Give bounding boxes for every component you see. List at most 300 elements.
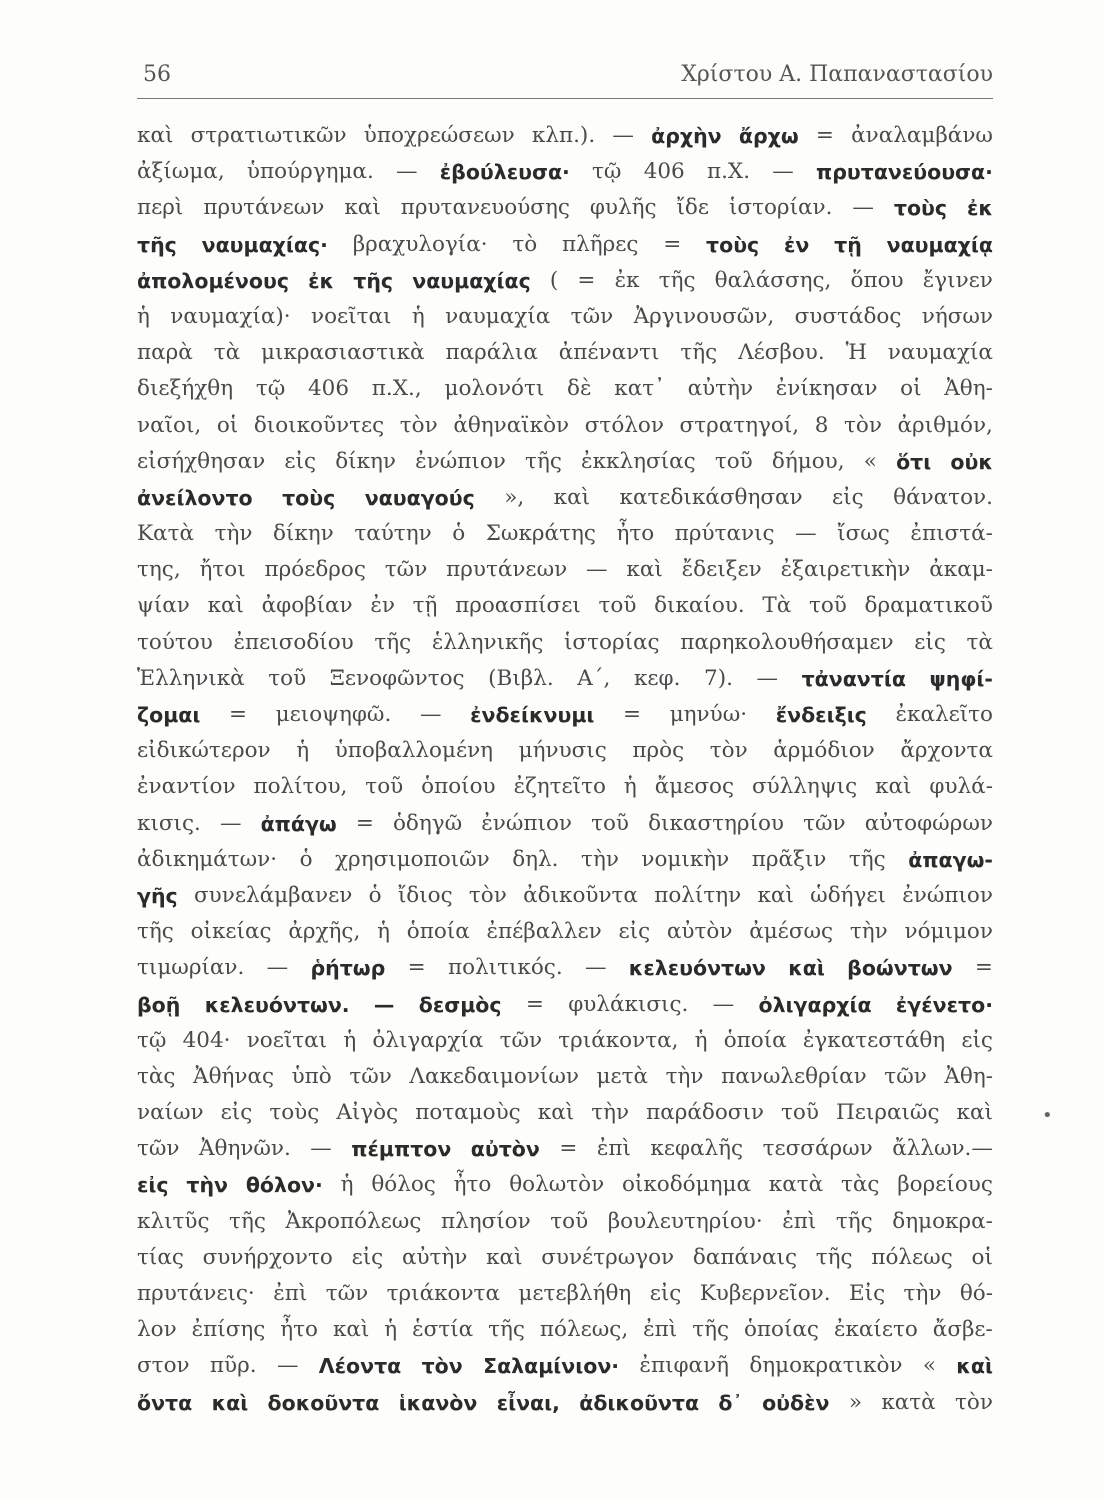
text-word: στον: [137, 1353, 190, 1379]
text-line: [137, 335, 993, 371]
text-word: «: [863, 448, 877, 474]
text-word: τῶν: [884, 1063, 927, 1089]
bold-lemma-word: ναυμαχίᾳ: [886, 232, 993, 257]
text-line: [137, 1385, 993, 1421]
text-word: πανωλεθρίαν: [721, 1063, 867, 1089]
text-word: Πειραιῶς: [836, 1100, 940, 1126]
text-word: καὶ: [956, 1100, 993, 1126]
text-word: καὶ: [344, 195, 381, 221]
text-line: [137, 1131, 993, 1167]
bold-lemma-word: ναυμαχίας·: [201, 232, 328, 257]
text-word: τῷ: [255, 376, 286, 402]
text-line: [137, 697, 993, 733]
text-line: [137, 118, 993, 154]
text-word: τὸν: [843, 412, 882, 438]
text-word: τὴν: [665, 1063, 704, 1089]
text-word: ὁ: [452, 521, 466, 547]
text-word: 406: [308, 376, 350, 402]
text-word: θό-: [959, 1281, 993, 1306]
bold-lemma-word: ἐβούλευσα·: [439, 160, 570, 185]
bold-lemma-word: ἐκ: [967, 196, 993, 221]
bold-lemma-word: ψηφί-: [929, 666, 993, 691]
text-word: πρυτάνεων: [203, 195, 325, 221]
text-word: ὑπούργημα.: [246, 159, 374, 185]
text-word: οἰκείας: [190, 919, 272, 945]
text-line: [137, 154, 993, 190]
text-word: »,: [504, 484, 525, 510]
text-word: =: [229, 702, 248, 727]
text-word: τῷ: [592, 159, 622, 185]
text-word: ἐνώπιον: [902, 882, 993, 908]
text-word: παράλια: [445, 340, 538, 366]
text-word: ἐπεισοδίου: [233, 629, 354, 655]
text-word: —: [219, 810, 242, 836]
text-word: στόλον: [584, 412, 664, 438]
text-word: πῦρ.: [209, 1353, 257, 1379]
text-word: δημοκρα-: [892, 1208, 993, 1234]
bold-lemma-word: βοώντων: [847, 956, 953, 981]
text-word: 7).: [704, 665, 733, 691]
text-word: ἦτο: [453, 1172, 492, 1198]
text-word: =: [559, 1136, 578, 1162]
text-line: [137, 1023, 993, 1059]
text-word: κατεδικάσθησαν: [619, 484, 803, 510]
text-word: ναυμαχία)·: [170, 303, 291, 329]
text-word: ἡ: [296, 738, 310, 764]
bold-lemma-word: τὴν: [186, 1173, 229, 1198]
text-line: [137, 842, 993, 878]
text-word: τοῦ: [781, 1100, 819, 1126]
text-word: κατὰ: [881, 1389, 936, 1415]
text-word: βουλευτηρίου·: [607, 1208, 763, 1234]
text-word: ἐκαλεῖτο: [895, 702, 993, 727]
text-word: ἀξίωμα,: [137, 159, 225, 185]
text-line: [137, 408, 993, 444]
text-word: πολιτικός.: [447, 955, 563, 981]
bold-lemma-word: ἱκανὸν: [398, 1390, 478, 1415]
text-word: καὶ: [537, 1100, 575, 1126]
text-word: π.Χ.: [706, 159, 751, 185]
bold-lemma-word: πέμπτον: [351, 1137, 452, 1162]
text-word: ναίων: [137, 1100, 204, 1126]
text-word: τῇ: [412, 593, 438, 619]
text-word: Κυβερνεῖον.: [699, 1281, 831, 1306]
text-word: τοὺς: [269, 1100, 320, 1126]
text-word: κισις.: [137, 810, 201, 836]
text-word: τὴν: [591, 1100, 630, 1126]
text-word: τῆς: [815, 1244, 853, 1270]
text-word: =: [577, 267, 596, 293]
text-word: τοῦ: [550, 1208, 589, 1234]
text-word: μήνυσις: [518, 738, 607, 764]
text-word: ἐναντίον: [137, 774, 236, 800]
text-word: ὑπὸ: [291, 1063, 332, 1089]
bold-lemma-word: ἔνδειξις: [775, 703, 867, 727]
text-word: Ἑλληνικὰ: [137, 665, 245, 691]
text-word: οἱ: [971, 1244, 993, 1270]
text-word: πόλεως,: [539, 1317, 629, 1343]
text-line: [137, 1348, 993, 1384]
text-word: ταύτην: [354, 521, 432, 547]
text-word: ἡ: [377, 919, 390, 945]
text-word: τῶν: [570, 303, 614, 329]
text-word: χρησιμοποιῶν: [335, 846, 490, 872]
text-word: τῷ: [137, 1027, 167, 1053]
text-word: ὁποία: [406, 919, 470, 945]
text-word: 404·: [182, 1027, 231, 1053]
text-word: ἐν: [370, 593, 395, 619]
text-word: ἐπίσης: [191, 1317, 266, 1343]
text-word: σύλληψις: [751, 774, 858, 800]
text-word: πρὸς: [632, 738, 685, 764]
text-word: τὸν: [709, 738, 748, 764]
text-word: ὁ: [299, 846, 313, 872]
text-word: ἀμέσως: [749, 919, 834, 945]
bold-lemma-word: ἐγένετο·: [895, 992, 993, 1017]
text-line: [137, 263, 993, 299]
text-word: ἐκαίετο: [833, 1317, 918, 1343]
text-word: καὶ: [626, 557, 663, 583]
text-word: μετεβλήθη: [518, 1281, 632, 1306]
text-word: ἡ: [384, 1317, 398, 1343]
text-word: =: [663, 231, 682, 257]
bold-lemma-word: τῆς: [137, 232, 177, 257]
text-word: Ἀθη-: [944, 376, 993, 402]
text-word: ὅπου: [850, 267, 904, 293]
text-line: [137, 914, 993, 950]
text-word: —: [276, 1353, 299, 1379]
text-word: —: [712, 991, 735, 1017]
bold-lemma-word: βοῇ: [137, 992, 181, 1017]
text-word: τριάκοντα: [386, 1281, 500, 1306]
margin-mark: •: [1042, 1105, 1053, 1126]
text-word: μειοψηφῶ.: [275, 702, 392, 727]
text-line: [137, 769, 993, 805]
text-word: οἰκοδόμημα: [621, 1172, 751, 1198]
text-word: συνέτρωγον: [541, 1244, 675, 1270]
bold-lemma-word: κελευόντων.: [204, 992, 350, 1017]
bold-lemma-word: ἀδικοῦντα: [579, 1390, 700, 1415]
text-word: στρατιωτικῶν: [190, 123, 347, 148]
text-line: [137, 1059, 993, 1095]
text-word: τούτου: [137, 629, 213, 655]
text-word: ἐπὶ: [643, 1317, 678, 1343]
text-word: νήσων: [921, 303, 993, 329]
text-word: τῆς: [525, 448, 562, 474]
text-word: ἀρχῆς,: [288, 919, 361, 945]
text-word: ὡδήγει: [810, 882, 886, 908]
text-word: —: [795, 521, 817, 547]
text-word: ἀριθμόν,: [897, 412, 993, 438]
text-word: Ἀθη-: [944, 1063, 993, 1089]
bold-lemma-word: γῆς: [137, 883, 178, 908]
text-line: [137, 516, 993, 552]
text-word: ἔγινεν: [922, 267, 993, 293]
text-word: ἐκκλησίας: [581, 448, 696, 474]
text-word: ὁδηγῶ: [392, 810, 463, 836]
text-word: ἐνίκησαν: [775, 376, 878, 402]
text-word: ναῖοι,: [137, 412, 202, 438]
text-word: αὐτοφώρων: [864, 810, 993, 836]
bold-lemma-word: οὐκ: [950, 449, 993, 474]
text-word: —: [612, 123, 634, 148]
text-word: φυλά-: [929, 774, 993, 800]
text-word: πρυτάνεις·: [137, 1281, 255, 1306]
text-word: Ἀκροπόλεως: [285, 1208, 422, 1234]
text-word: μολονότι: [444, 376, 545, 402]
text-word: —: [396, 159, 418, 185]
text-word: νομικὴν: [641, 846, 730, 872]
text-word: τῆς: [229, 1208, 266, 1234]
text-line: [137, 299, 993, 335]
bold-lemma-word: τῆς: [353, 268, 394, 293]
text-word: αὐτὸν: [666, 919, 733, 945]
text-word: ὁποίου: [421, 774, 496, 800]
text-word: εἰσήχθησαν: [137, 448, 266, 474]
text-word: Α΄,: [577, 665, 611, 691]
text-word: καὶ: [207, 593, 244, 619]
text-word: καὶ: [553, 484, 591, 510]
text-word: κλιτῦς: [137, 1208, 210, 1234]
bold-lemma-word: καὶ: [956, 1354, 993, 1379]
text-word: Ἡ: [845, 340, 867, 366]
text-word: ἱστορίαν.: [728, 195, 833, 221]
bold-lemma-word: ναυμαχίας: [412, 268, 531, 293]
text-word: τὸν: [955, 1389, 993, 1415]
text-word: οἱ: [900, 376, 922, 402]
bold-lemma-word: ἀνείλοντο: [137, 485, 253, 510]
text-word: τῆς: [374, 629, 412, 655]
text-word: 406: [643, 159, 685, 185]
bold-lemma-word: ἐνδείκνυμι: [470, 703, 595, 727]
text-word: Ἀργινουσῶν,: [633, 303, 775, 329]
text-line: [137, 661, 993, 697]
text-word: ἡ: [137, 303, 150, 329]
text-word: δίκην: [335, 448, 396, 474]
text-word: Ἀθηνῶν.: [198, 1136, 291, 1162]
text-word: Εἰς: [848, 1281, 886, 1306]
bold-lemma-word: πρυτανεύουσα·: [816, 160, 993, 185]
text-word: ὑποβαλλομένη: [334, 738, 494, 764]
text-word: της,: [137, 557, 181, 583]
text-word: τοῦ: [591, 810, 629, 836]
text-word: ὁ: [368, 882, 382, 908]
text-word: εἰς: [649, 1281, 682, 1306]
text-word: κεφ.: [633, 665, 681, 691]
text-word: παρηκολουθήσαμεν: [680, 629, 894, 655]
text-word: φυλάκισις.: [568, 991, 689, 1017]
text-word: ἄμεσος: [654, 774, 734, 800]
text-word: μετὰ: [596, 1063, 649, 1089]
text-word: δαπάναις: [692, 1244, 798, 1270]
text-word: ἔδειξεν: [681, 557, 762, 583]
text-word: ἁρμόδιον: [773, 738, 875, 764]
text-word: ἀναλαμβάνω: [851, 123, 993, 148]
text-word: —: [266, 955, 289, 981]
text-word: ὑποχρεώσεων: [363, 123, 515, 148]
text-word: στρατηγοί,: [679, 412, 800, 438]
text-word: —: [772, 159, 794, 185]
text-word: ἀφοβίαν: [261, 593, 353, 619]
text-word: τὰς: [137, 1063, 176, 1089]
text-word: τὴν: [214, 521, 253, 547]
text-word: Σωκράτης: [485, 521, 596, 547]
text-word: εἰς: [914, 629, 946, 655]
text-word: —: [310, 1136, 332, 1162]
text-word: τῆς: [680, 340, 718, 366]
text-word: θαλάσσης,: [714, 267, 832, 293]
text-word: παρὰ: [137, 340, 193, 366]
text-word: δὲ: [567, 376, 592, 402]
text-word: κατ᾽: [614, 376, 665, 402]
text-word: δραματικοῦ: [864, 593, 993, 619]
text-word: ἑστία: [412, 1317, 474, 1343]
text-word: ἐπὶ: [273, 1281, 308, 1306]
text-word: νόμιμον: [904, 919, 993, 945]
text-word: ἐνώπιον: [415, 448, 506, 474]
text-line: [137, 371, 993, 407]
text-word: ἦτο: [616, 521, 655, 547]
bold-lemma-word: Λέοντα: [318, 1354, 402, 1379]
text-word: Τὰ: [762, 593, 792, 619]
text-word: ἀκαμ-: [929, 557, 993, 583]
text-word: Ἀθήνας: [193, 1063, 275, 1089]
text-word: —: [419, 702, 442, 727]
text-line: [137, 480, 993, 516]
bold-lemma-word: ζομαι: [137, 703, 201, 727]
text-word: —: [584, 955, 607, 981]
text-word: αὐτὴν: [401, 1244, 468, 1270]
text-word: νοεῖται: [311, 303, 392, 329]
text-word: τῶν: [803, 810, 846, 836]
text-word: =: [525, 991, 544, 1017]
text-word: δημοκρατικὸν: [749, 1353, 903, 1379]
text-word: 8: [814, 412, 829, 438]
text-line: [137, 625, 993, 661]
text-word: ἴδιος: [397, 882, 453, 908]
text-word: τὰ: [966, 629, 993, 655]
text-word: περὶ: [137, 195, 184, 221]
bold-lemma-word: τὸν: [421, 1354, 463, 1379]
text-line: [137, 588, 993, 624]
text-word: ἡ: [694, 1027, 708, 1053]
text-word: συστάδος: [794, 303, 902, 329]
bold-lemma-word: ἀπαγω-: [908, 847, 993, 872]
bold-lemma-word: τῇ: [834, 232, 862, 257]
text-word: τῆς: [848, 846, 886, 872]
text-word: ἄρχοντα: [900, 738, 993, 764]
text-word: εἰδικώτερον: [137, 738, 271, 764]
text-word: εἰς: [618, 919, 651, 945]
text-word: Αἰγὸς: [336, 1100, 399, 1126]
text-word: ἐγκατεστάθη: [802, 1027, 946, 1053]
text-word: λον: [137, 1317, 177, 1343]
text-word: μικρασιαστικὰ: [260, 340, 425, 366]
text-word: εἰς: [351, 1244, 384, 1270]
text-word: δικαίου.: [654, 593, 745, 619]
text-word: καὶ: [875, 774, 912, 800]
text-word: τὸν: [399, 412, 438, 438]
text-word: τοῦ: [268, 665, 307, 691]
text-word: βραχυλογία·: [352, 231, 488, 257]
bold-lemma-word: τοὺς: [706, 232, 760, 257]
text-word: βορείους: [897, 1172, 993, 1198]
bold-lemma-word: τἀναντία: [801, 666, 906, 691]
text-word: ἐπιστά-: [910, 521, 993, 547]
text-word: ἐνώπιον: [481, 810, 572, 836]
text-line: [137, 444, 993, 480]
text-word: διοικοῦντες: [253, 412, 385, 438]
text-line: [137, 1276, 993, 1312]
text-word: καὶ: [486, 1244, 523, 1270]
text-line: [137, 190, 993, 226]
text-word: τῆς: [658, 267, 696, 293]
text-word: Ξενοφῶντος: [329, 665, 465, 691]
text-word: τοῦ: [808, 593, 847, 619]
text-word: Λέσβου.: [738, 340, 825, 366]
text-word: κλπ.).: [531, 123, 596, 148]
bold-lemma-word: Σαλαμίνιον·: [483, 1354, 620, 1379]
text-word: ἐπιφανῆ: [639, 1353, 730, 1379]
bold-lemma-word: καὶ: [788, 956, 825, 981]
text-word: =: [623, 702, 642, 727]
text-word: ἡ: [343, 1027, 357, 1053]
text-word: ὁποίας: [743, 1317, 819, 1343]
text-word: πλῆρες: [562, 231, 639, 257]
text-word: ἐπέβαλλεν: [486, 919, 602, 945]
bold-lemma-word: ὅτι: [896, 449, 932, 474]
text-word: ἐπὶ: [782, 1208, 817, 1234]
text-word: πρυτανευούσης: [400, 195, 570, 221]
text-word: οἱ: [216, 412, 239, 438]
bold-lemma-word: ναυαγούς: [364, 485, 475, 510]
bold-lemma-word: κελευόντων: [628, 956, 766, 981]
text-word: τὰς: [840, 1172, 880, 1198]
text-word: τὸ: [512, 231, 538, 257]
text-word: θάνατον.: [893, 484, 993, 510]
text-word: —: [756, 665, 778, 691]
bold-lemma-word: τοὺς: [282, 485, 336, 510]
text-word: τοῦ: [598, 593, 637, 619]
text-word: Κατὰ: [137, 521, 194, 547]
bold-lemma-word: θόλον·: [245, 1173, 323, 1198]
text-word: τῶν: [325, 1281, 369, 1306]
text-word: ἡ: [623, 774, 637, 800]
text-word: μηνύω·: [669, 702, 748, 727]
text-word: τῆς: [137, 919, 174, 945]
text-word: δηλ.: [512, 846, 559, 872]
bold-lemma-word: αὐτὸν: [470, 1137, 540, 1162]
running-head: Χρίστου Α. Παπαναστασίου: [681, 62, 993, 87]
text-word: τὸν: [468, 882, 507, 908]
text-word: τοῦ: [714, 448, 753, 474]
text-word: τῆς: [488, 1317, 525, 1343]
text-word: καὶ: [332, 1317, 370, 1343]
text-word: Λακεδαιμονίων: [409, 1063, 579, 1089]
text-line: [137, 987, 993, 1023]
text-word: ἴσως: [837, 521, 890, 547]
text-word: =: [407, 955, 426, 981]
text-line: [137, 806, 993, 842]
text-word: τὴν: [849, 919, 888, 945]
bold-lemma-word: ὄντα: [137, 1390, 193, 1415]
text-word: πρόεδρος: [264, 557, 366, 583]
text-word: =: [355, 810, 374, 836]
bold-lemma-word: ἄρχω: [738, 124, 799, 148]
text-word: ἐξαιρετικὴν: [780, 557, 911, 583]
bold-lemma-word: ἀπολομένους: [137, 268, 289, 293]
text-word: ἀθηναϊκὸν: [453, 412, 570, 438]
